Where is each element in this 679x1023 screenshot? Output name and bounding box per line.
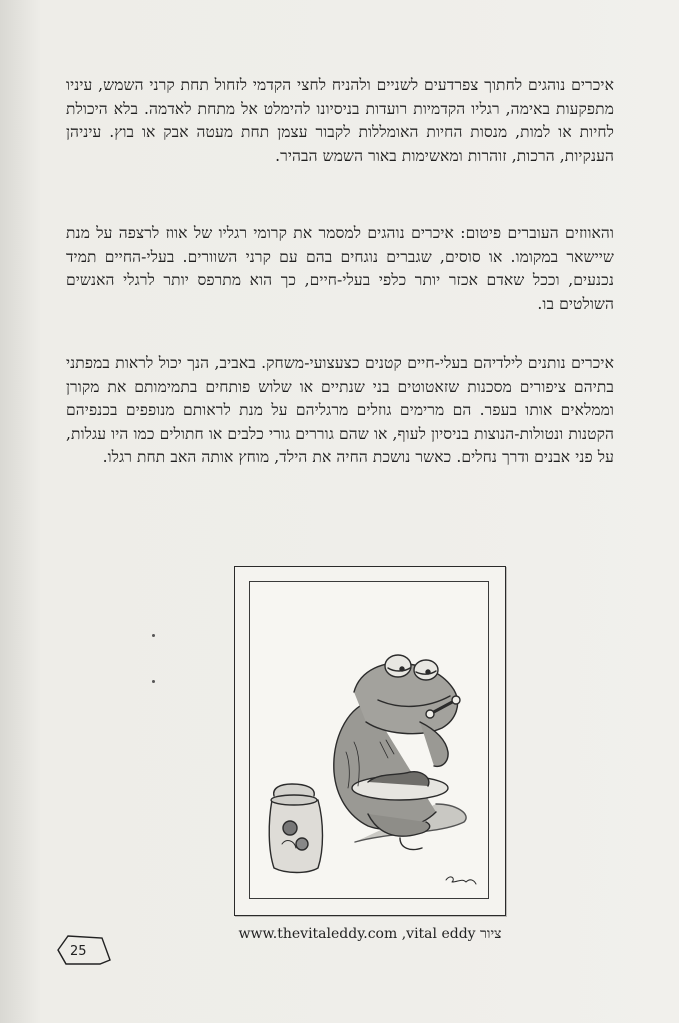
paragraph-2 [66, 222, 614, 316]
paragraph-1-text: איכרים נוהגים לחתוך צפרדעים לשניים ולהניח לחצי הקדמי לזחול תחת קרני השמש, עיניו מתפקעות באימה, רגליו הקדמיות רועדות בניסיונו להימלט אל מתחת לאדמה. בלא היכולת לחיות או למות, מנסות החיות האומללות לקבור עצמן תחת מעטה אבק או בוץ. עיניהן הענקיות, הרכות, זוהרות ומאשימות באור השמש הבהיר. [66, 76, 614, 165]
paragraph-2-text: והאווזים העוברים פיטום: איכרים נוהגים למסמר את קרומי רגליו של אווז לרצפה על מנת שיישאר במקומו. או סוסים, שגברים נוגחים בהם עם קרני השוורים. בעלי-החיים תמיד נכנעים, וככל שאדם אכזר יותר כלפי בעלי-חיים, כך הוא מתרפס יותר לרגלי האנשים השולטים בו. [66, 224, 614, 313]
paragraph-1 [66, 74, 614, 168]
paragraph-3 [66, 352, 614, 470]
stray-mark [152, 634, 155, 637]
frog-drawing [250, 582, 488, 898]
page-number: 25 [70, 944, 87, 959]
illustration-frame [234, 566, 506, 916]
frog-illustration [249, 581, 489, 899]
illustration-caption: www.thevitaleddy.com ,vital eddy ציור [238, 926, 502, 942]
stray-mark [152, 680, 155, 683]
paragraph-3-text: איכרים נותנים לילדיהם בעלי-חיים קטנים כצעצועי-משחק. באביב, הנך יכול לראות במפתני בתיהם ציפורים מסכנות שזאטוטים בני שנתיים או שלוש פותחים בתמימותם את מקורן וממלאים אותו בעפר. הם מרימים גוזלים מרגליהם על מנת לראותם מנופפים בכנפיהם הקטנות ונטולות-הנוצות בניסיון לעוף, או שהם גוררים גורי כלבים או חתולים כמו היו עגלות, על פני אבנים ודרך נחלים. כאשר נושכת החיה את הילד, מוחץ אותה האב תחת רגלו. [66, 354, 614, 466]
